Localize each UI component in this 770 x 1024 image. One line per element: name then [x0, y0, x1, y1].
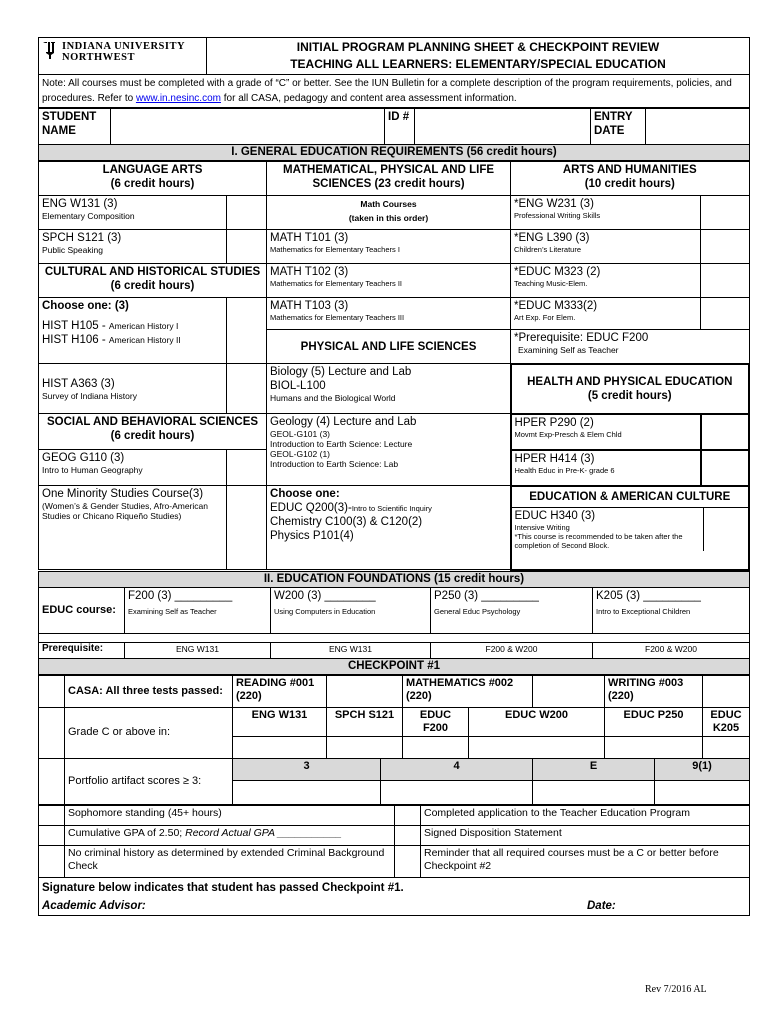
- portfolio-label: Portfolio artifact scores ≥ 3:: [65, 758, 233, 804]
- health-header: HEALTH AND PHYSICAL EDUCATION (5 credit hours): [511, 364, 749, 414]
- geog-g110-grade[interactable]: [227, 450, 267, 486]
- planning-sheet: [38, 37, 750, 916]
- section-2-title: II. EDUCATION FOUNDATIONS (15 credit hours): [39, 571, 750, 587]
- educ-course-label: EDUC course:: [39, 587, 125, 633]
- casa-label: CASA: All three tests passed:: [65, 675, 233, 707]
- minority-studies-grade[interactable]: [227, 486, 267, 570]
- portfolio-field[interactable]: [533, 780, 655, 804]
- math-test: MATHEMATICS #002 (220): [403, 675, 533, 707]
- logo-cell: [39, 38, 207, 75]
- grade-course: EDUC F200: [403, 707, 469, 736]
- grade-field[interactable]: [469, 736, 605, 758]
- note: Note: All courses must be completed with a grade of “C” or better. See the IUN Bulletin for a complete description of the program requirements, policies, and procedures. Refer to www.in.nesinc.com for all CASA, pedagogy and content area assessment information.: [39, 75, 750, 108]
- grade-course: EDUC W200: [469, 707, 605, 736]
- arts-prereq: *Prerequisite: EDUC F200 Examining Self as Teacher: [511, 330, 749, 364]
- k205-prereq: F200 & W200: [593, 642, 750, 658]
- hist-a363-grade[interactable]: [227, 364, 267, 414]
- iu-trident-icon: [42, 41, 56, 59]
- eng-w231: *ENG W231 (3) Professional Writing Skills: [511, 196, 701, 230]
- advisor-label: Academic Advisor:: [42, 899, 146, 912]
- grade-course: SPCH S121: [327, 707, 403, 736]
- geology: Geology (4) Lecture and Lab GEOL-G101 (3) Introduction to Earth Science: Lecture GEOL-G102 (1) Introduction to Earth Science: Lab: [267, 414, 511, 486]
- application-item: Completed application to the Teacher Education Program: [421, 805, 750, 825]
- gen-ed-table: [38, 161, 750, 571]
- eng-l390-grade[interactable]: [701, 230, 749, 264]
- entry-date-label: ENTRY DATE: [591, 109, 646, 145]
- logo-line1: INDIANA UNIVERSITY: [62, 41, 186, 52]
- f200: F200 (3) _________ Examining Self as Teacher: [125, 587, 271, 633]
- signature-block: [39, 877, 750, 915]
- sophomore-item: Sophomore standing (45+ hours): [65, 805, 395, 825]
- logo-line2: NORTHWEST: [62, 52, 135, 63]
- reading-field[interactable]: [327, 675, 403, 707]
- educ-m333-grade[interactable]: [701, 298, 749, 330]
- grade-course: ENG W131: [233, 707, 327, 736]
- signature-text: Signature below indicates that student has passed Checkpoint #1.: [42, 881, 404, 894]
- hist-a363: HIST A363 (3) Survey of Indiana History: [39, 364, 227, 414]
- nesinc-link[interactable]: www.in.nesinc.com: [135, 93, 221, 104]
- title-cell: [207, 38, 750, 75]
- biology: Biology (5) Lecture and Lab BIOL-L100 Humans and the Biological World: [267, 364, 511, 414]
- disposition-item: Signed Disposition Statement: [421, 825, 750, 845]
- math-header: MATHEMATICAL, PHYSICAL AND LIFE SCIENCES (23 credit hours): [267, 162, 511, 196]
- hper-p290: HPER P290 (2) Movmt Exp-Presch & Elem Chld: [511, 414, 701, 450]
- eng-w131-grade[interactable]: [227, 196, 267, 230]
- sophomore-check[interactable]: [39, 805, 65, 825]
- grade-field[interactable]: [605, 736, 703, 758]
- portfolio-score: 3: [233, 758, 381, 780]
- f200-prereq: ENG W131: [125, 642, 271, 658]
- eng-w231-grade[interactable]: [701, 196, 749, 230]
- grade-course: EDUC K205: [703, 707, 750, 736]
- background-check[interactable]: [39, 845, 65, 877]
- checkpoint-title: CHECKPOINT #1: [39, 658, 750, 674]
- hper-h414: HPER H414 (3) Health Educ in Pre-K- grade 6: [511, 450, 701, 486]
- student-name-label: STUDENT NAME: [39, 109, 111, 145]
- page-subtitle: TEACHING ALL LEARNERS: ELEMENTARY/SPECIAL EDUCATION: [290, 57, 666, 71]
- grade-field[interactable]: [703, 736, 750, 758]
- hper-h414-grade[interactable]: [701, 450, 749, 486]
- grade-field[interactable]: [233, 736, 327, 758]
- portfolio-field[interactable]: [233, 780, 381, 804]
- educ-m323-grade[interactable]: [701, 264, 749, 298]
- p250-prereq: F200 & W200: [431, 642, 593, 658]
- prereq-label: Prerequisite:: [39, 642, 125, 658]
- cultural-header: CULTURAL AND HISTORICAL STUDIES (6 credit hours): [39, 264, 267, 298]
- section-1-title: I. GENERAL EDUCATION REQUIREMENTS (56 credit hours): [39, 145, 750, 161]
- foundations-table: [38, 571, 750, 675]
- application-check[interactable]: [395, 805, 421, 825]
- header-table: [38, 37, 750, 108]
- spch-s121-grade[interactable]: [227, 230, 267, 264]
- student-table: [38, 108, 750, 161]
- reading-test: READING #001 (220): [233, 675, 327, 707]
- reminder-item: Reminder that all required courses must be a C or better before Checkpoint #2: [421, 845, 750, 877]
- eng-l390: *ENG L390 (3) Children’s Literature: [511, 230, 701, 264]
- eng-w131: ENG W131 (3) Elementary Composition: [39, 196, 227, 230]
- grade-field[interactable]: [327, 736, 403, 758]
- educ-m333: *EDUC M333(2) Art Exp. For Elem.: [511, 298, 701, 330]
- p250: P250 (3) _________ General Educ Psychology: [431, 587, 593, 633]
- phys-header: PHYSICAL AND LIFE SCIENCES: [267, 330, 511, 364]
- writing-field[interactable]: [703, 675, 750, 707]
- science-choose: Choose one: EDUC Q200(3)-Intro to Scientific Inquiry Chemistry C100(3) & C120(2) Physics P101(4): [267, 486, 511, 570]
- social-header: SOCIAL AND BEHAVIORAL SCIENCES (6 credit hours): [39, 414, 267, 450]
- w200: W200 (3) ________ Using Computers in Education: [271, 587, 431, 633]
- lang-header: LANGUAGE ARTS (6 credit hours): [39, 162, 267, 196]
- minority-studies: One Minority Studies Course(3) (Women’s & Gender Studies, Afro-American Studies or Chicano Riqueño Studies): [39, 486, 227, 570]
- portfolio-score: 4: [381, 758, 533, 780]
- checklist-table: [38, 805, 750, 916]
- portfolio-check[interactable]: [39, 758, 65, 804]
- gpa-item: Cumulative GPA of 2.50; Record Actual GPA ___________: [65, 825, 395, 845]
- spch-s121: SPCH S121 (3) Public Speaking: [39, 230, 227, 264]
- arts-header: ARTS AND HUMANITIES (10 credit hours): [511, 162, 749, 196]
- id-field[interactable]: [415, 109, 591, 145]
- writing-test: WRITING #003 (220): [605, 675, 703, 707]
- hist-choose: Choose one: (3) HIST H105 - American History I HIST H106 - American History II: [39, 298, 227, 364]
- date-label: Date:: [587, 899, 616, 912]
- grade-check[interactable]: [39, 707, 65, 758]
- student-name-field[interactable]: [111, 109, 385, 145]
- id-label: ID #: [385, 109, 415, 145]
- hist-choose-grade[interactable]: [227, 298, 267, 364]
- disposition-check[interactable]: [395, 825, 421, 845]
- educ-h340-grade[interactable]: [703, 508, 748, 551]
- educ-m323: *EDUC M323 (2) Teaching Music-Elem.: [511, 264, 701, 298]
- portfolio-score: E: [533, 758, 655, 780]
- reminder-check[interactable]: [395, 845, 421, 877]
- hper-p290-grade[interactable]: [701, 414, 749, 450]
- w200-prereq: ENG W131: [271, 642, 431, 658]
- math-sub: Math Courses (taken in this order): [267, 196, 511, 230]
- revision-footer: Rev 7/2016 AL: [645, 984, 707, 995]
- math-t102: MATH T102 (3) Mathematics for Elementary Teachers II: [267, 264, 511, 298]
- edcult-block: EDUCATION & AMERICAN CULTURE EDUC H340 (3) Intensive Writing *This course is recommended to be taken after the completion of Second Block.: [511, 486, 749, 570]
- math-t101: MATH T101 (3) Mathematics for Elementary Teachers I: [267, 230, 511, 264]
- casa-check[interactable]: [39, 675, 65, 707]
- portfolio-field[interactable]: [381, 780, 533, 804]
- entry-date-field[interactable]: [646, 109, 750, 145]
- math-t103: MATH T103 (3) Mathematics for Elementary Teachers III: [267, 298, 511, 330]
- background-item: No criminal history as determined by extended Criminal Background Check: [65, 845, 395, 877]
- portfolio-field[interactable]: [655, 780, 750, 804]
- gpa-check[interactable]: [39, 825, 65, 845]
- portfolio-score: 9(1): [655, 758, 750, 780]
- page-title: INITIAL PROGRAM PLANNING SHEET & CHECKPOINT REVIEW: [296, 40, 660, 54]
- checkpoint-table: [38, 675, 750, 805]
- grade-course: EDUC P250: [605, 707, 703, 736]
- geog-g110: GEOG G110 (3) Intro to Human Geography: [39, 450, 227, 486]
- k205: K205 (3) _________ Intro to Exceptional Children: [593, 587, 750, 633]
- grade-label: Grade C or above in:: [65, 707, 233, 758]
- grade-field[interactable]: [403, 736, 469, 758]
- math-field[interactable]: [533, 675, 605, 707]
